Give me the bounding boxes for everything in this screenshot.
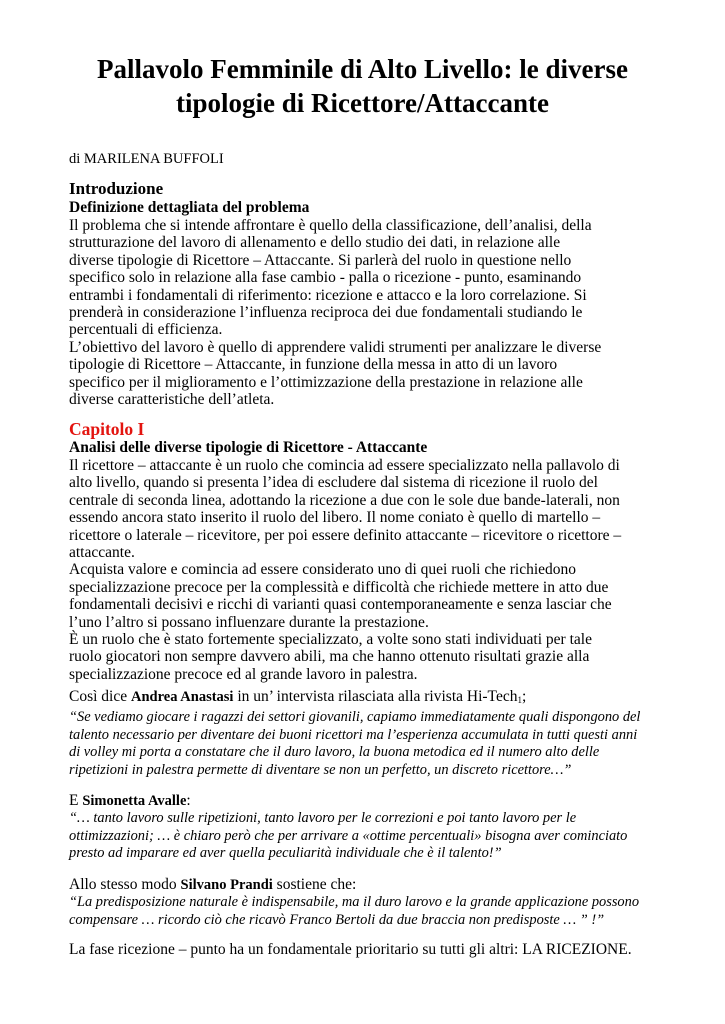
- text-line: specifico solo in relazione alla fase cambio - palla o ricezione - punto, esaminando: [69, 269, 582, 287]
- closing-paragraph: La fase ricezione – punto ha un fondamentale prioritario su tutti gli altri: LA RICEZIONE.: [69, 941, 632, 958]
- text-line: percentuali di efficienza.: [69, 321, 223, 339]
- intro-heading: Introduzione: [69, 179, 164, 198]
- footnote-marker: 1: [517, 695, 522, 705]
- speaker-name: Simonetta Avalle: [82, 793, 187, 809]
- text-line: ripetizioni in palestra permette di diventare se non un perfetto, un discreto ricettore…”: [69, 761, 572, 778]
- text-line: specializzazione precoce per la complessità e difficoltà che richiede mettere in atto due: [69, 578, 609, 596]
- text-line: Il ricettore – attaccante è un ruolo che comincia ad essere specializzato nella pallavolo di: [69, 457, 620, 474]
- intro-body: [69, 217, 659, 408]
- text-line: l’uno l’altro si possano influenzare durante la prestazione.: [69, 613, 429, 631]
- quote-lead: [69, 792, 669, 810]
- text-line: talento necessario per diventare dei buoni ricettori ma l’esperienza accumulata in tutti questi anni: [69, 726, 638, 743]
- title-line: tipologie di Ricettore/Attaccante: [176, 88, 549, 118]
- text-line: entrambi i fondamentali di riferimento: ricezione e attacco e la loro correlazione. Si: [69, 286, 587, 304]
- text-line: presto ad imparare ed aver quella peculiarità individuale che è il talento!”: [69, 845, 502, 862]
- text-line: “Se vediamo giocare i ragazzi dei settori giovanili, capiamo immediatamente quali dispongono del: [69, 709, 641, 725]
- quote-text: [69, 810, 669, 863]
- text-line: centrale di seconda linea, adottando la ricezione a due con le sole due bande-laterali, non: [69, 491, 620, 509]
- lead-text: Allo stesso modo: [69, 876, 181, 893]
- lead-text: sostiene che:: [272, 876, 357, 893]
- document-title: [40, 52, 685, 120]
- quote-avalle: [69, 792, 669, 863]
- text-line: attaccante.: [69, 544, 135, 562]
- lead-text: ;: [521, 688, 527, 705]
- quote-text: [69, 894, 669, 929]
- text-line: diverse caratteristiche dell’atleta.: [69, 391, 275, 409]
- text-line: ottimizzazioni; … è chiaro però che per arrivare a «ottime percentuali» bisogna aver cominciato: [69, 827, 628, 844]
- text-line: ricettore o laterale – ricevitore, per poi essere definito attaccante – ricevitore o ricettore –: [69, 526, 622, 544]
- lead-text: E: [69, 792, 83, 809]
- title-line: Pallavolo Femminile di Alto Livello: le diverse: [97, 54, 628, 84]
- quote-prandi: [69, 876, 669, 929]
- text-line: diverse tipologie di Ricettore – Attaccante. Si parlerà del ruolo in questione nello: [69, 251, 572, 269]
- text-line: di volley mi porta a constatare che il duro lavoro, la buona metodica ed il numero alto delle: [69, 744, 600, 761]
- quote-text: [69, 709, 669, 779]
- intro-subheading: Definizione dettagliata del problema: [69, 199, 310, 216]
- chapter-section: [69, 419, 659, 683]
- text-line: L’obiettivo del lavoro è quello di apprendere validi strumenti per analizzare le diverse: [69, 338, 602, 356]
- text-line: “La predisposizione naturale è indispensabile, ma il duro larovo e la grande applicazione possono: [69, 894, 640, 910]
- text-line: ruolo giocatori non sempre davvero abili, ma che hanno ottenuto risultati grazie alla: [69, 648, 590, 666]
- text-line: “… tanto lavoro sulle ripetizioni, tanto lavoro per le correzioni e poi tanto lavoro per le: [69, 810, 577, 826]
- text-line: tipologie di Ricettore – Attaccante, in funzione della messa in atto di un lavoro: [69, 356, 558, 374]
- speaker-name: Andrea Anastasi: [131, 689, 234, 705]
- quote-lead: [69, 876, 669, 894]
- lead-text: Così dice: [69, 688, 131, 705]
- text-line: specializzazione precoce ed al grande lavoro in palestra.: [69, 665, 418, 683]
- speaker-name: Silvano Prandi: [180, 877, 273, 893]
- text-line: È un ruolo che è stato fortemente specializzato, a volte sono stati individuati per tale: [69, 631, 592, 649]
- chapter-subheading: Analisi delle diverse tipologie di Ricettore - Attaccante: [69, 439, 428, 456]
- text-line: Il problema che si intende affrontare è quello della classificazione, dell’analisi, della: [69, 217, 592, 234]
- chapter-heading: Capitolo I: [69, 419, 145, 439]
- text-line: prenderà in considerazione l’influenza reciproca dei due fondamentali studiando le: [69, 304, 583, 322]
- chapter-body: [69, 457, 659, 683]
- lead-text: in un’ intervista rilasciata alla rivista Hi-Tech: [233, 688, 518, 705]
- author-byline: di MARILENA BUFFOLI: [69, 151, 224, 167]
- text-line: compensare … ricordo ciò che ricavò Franco Bertoli da due braccia non predisposte … ” !”: [69, 911, 605, 928]
- quote-anastasi: [69, 688, 669, 779]
- text-line: fondamentali decisivi e ricchi di varianti quasi contemporaneamente e senza lasciar che: [69, 596, 612, 614]
- text-line: Acquista valore e comincia ad essere considerato uno di quei ruoli che richiedono: [69, 561, 577, 579]
- text-line: alto livello, quando si presenta l’idea di escludere dal sistema di ricezione il ruolo del: [69, 474, 598, 492]
- lead-text: :: [186, 792, 191, 809]
- intro-section: [69, 179, 659, 408]
- text-line: essendo ancora stato inserito il ruolo del libero. Il nome coniato è quello di martello –: [69, 509, 601, 527]
- quote-lead: [69, 688, 669, 709]
- text-line: specifico per il miglioramento e l’ottimizzazione della prestazione in relazione alle: [69, 373, 583, 391]
- text-line: strutturazione del lavoro di allenamento e dello studio dei dati, in relazione alle: [69, 234, 561, 252]
